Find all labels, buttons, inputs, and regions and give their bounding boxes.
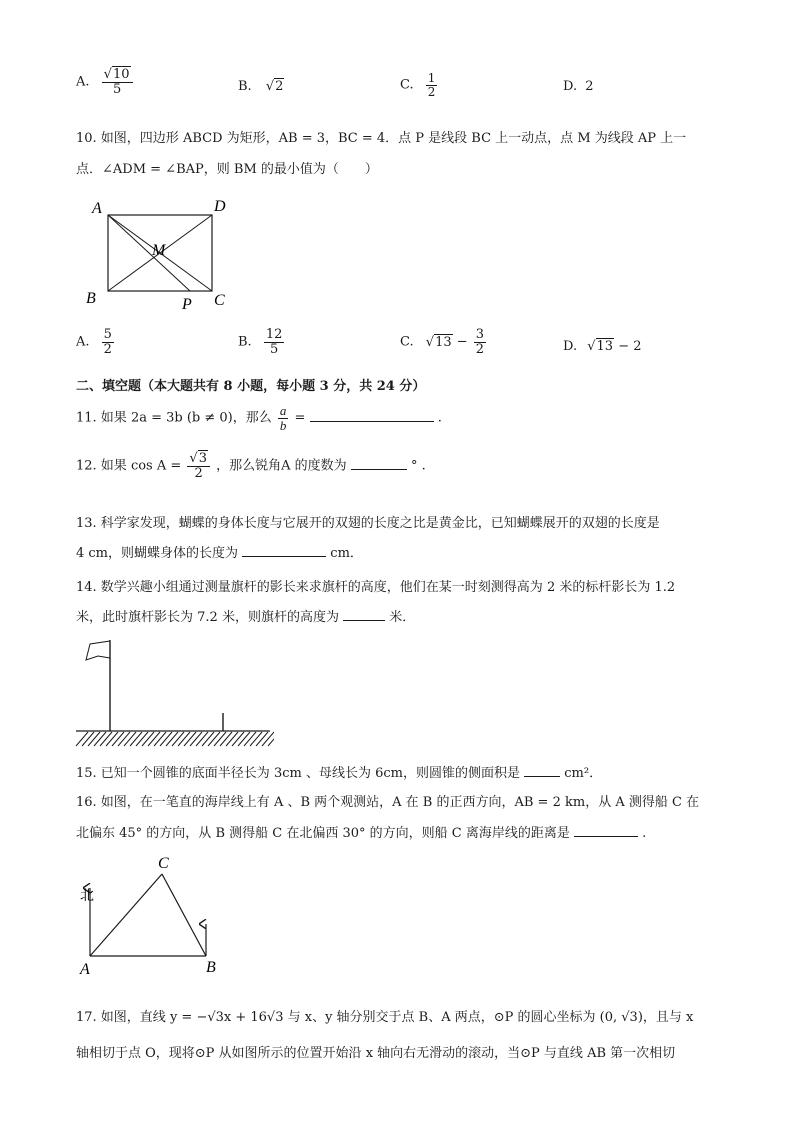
q14-flagpole-figure	[74, 632, 274, 750]
label-p: P	[182, 296, 192, 313]
hatch-line	[250, 732, 262, 746]
q17-line2: 轴相切于点 O，现将⊙P 从如图所示的位置开始沿 x 轴向右无滑动的滚动，当⊙P 与直线 AB 第一次相切	[76, 1046, 676, 1061]
q16-line1: 16. 如图，在一笔直的海岸线上有 A 、B 两个观测站，A 在 B 的正西方向，AB = 2 km，从 A 测得船 C 在	[76, 795, 700, 810]
hatch-line	[94, 732, 106, 746]
hatch-line	[148, 732, 160, 746]
hatch-line	[154, 732, 166, 746]
hatch-line	[226, 732, 238, 746]
hatch-line	[262, 732, 274, 746]
hatch-line	[118, 732, 130, 746]
q15-answer-blank[interactable]	[524, 764, 560, 777]
label-c: C	[214, 292, 225, 309]
q11: 11. 如果 2a = 3b (b ≠ 0)，那么 $\frac{a}{b}$ = .	[76, 403, 442, 433]
q9-option-c: C. $\frac{1}{2}$	[400, 71, 436, 99]
hatch-line	[178, 732, 190, 746]
q10-figure	[84, 193, 244, 315]
label-c: C	[158, 855, 169, 872]
label-m: M	[152, 242, 166, 259]
hatch-line	[220, 732, 232, 746]
hatch-line	[244, 732, 256, 746]
q14-line1: 14. 数学兴趣小组通过测量旗杆的影长来求旗杆的高度，他们在某一时刻测得高为 2 米的标杆影长为 1.2	[76, 580, 676, 595]
q9-c-numerator: 1	[427, 71, 436, 85]
label-b: B	[206, 959, 216, 976]
hatch-line	[268, 732, 274, 746]
hatch-line	[208, 732, 220, 746]
hatch-line	[76, 732, 88, 746]
q9-b-radicand: 2	[275, 79, 284, 94]
segment-ap	[108, 215, 190, 291]
q13-answer-blank[interactable]	[242, 544, 326, 557]
q16-figure	[70, 848, 230, 980]
segment-ac	[90, 874, 162, 956]
hatch-line	[88, 732, 100, 746]
hatch-line	[202, 732, 214, 746]
q9-option-a: A. $\frac{√10}{5}$	[76, 68, 135, 96]
q9-option-b: B. √2	[238, 79, 284, 94]
hatch-line	[184, 732, 196, 746]
hatch-line	[196, 732, 208, 746]
q10-option-b: B. $\frac{12}{5}$	[238, 327, 283, 357]
q12: 12. 如果 cos A = $\frac{√3}{2}$ ，那么锐角A 的度数为 ° .	[76, 451, 426, 481]
hatch-line	[172, 732, 184, 746]
hatch-line	[142, 732, 154, 746]
hatch-line	[130, 732, 142, 746]
q10-line1: 10. 如图，四边形 ABCD 为矩形，AB = 3，BC = 4．点 P 是线段 BC 上一动点，点 M 为线段 AP 上一	[76, 131, 687, 146]
q14-answer-blank[interactable]	[343, 608, 385, 621]
section-2-title: 二、填空题（本大题共有 8 小题，每小题 3 分，共 24 分）	[76, 379, 426, 394]
q13-line2: 4 cm，则蝴蝶身体的长度为 cm．	[76, 546, 363, 561]
hatch-line	[136, 732, 148, 746]
q16-answer-blank[interactable]	[574, 824, 638, 837]
hatch-line	[238, 732, 250, 746]
q17-line1: 17. 如图，直线 y = −√3x + 16√3 与 x、y 轴分别交于点 B、A 两点，⊙P 的圆心坐标为 (0, √3)，且与 x	[76, 1010, 694, 1025]
flag-icon	[86, 641, 110, 660]
segment-bc	[162, 874, 206, 956]
q9-c-denominator: 2	[427, 84, 436, 99]
label-north: 北	[80, 888, 94, 904]
hatch-line	[124, 732, 136, 746]
q15: 15. 已知一个圆锥的底面半径长为 3cm 、母线长为 6cm，则圆锥的侧面积是 cm²．	[76, 766, 603, 781]
hatch-line	[82, 732, 94, 746]
q16-line2: 北偏东 45° 的方向，从 B 测得船 C 在北偏西 30° 的方向，则船 C 离海岸线的距离是 .	[76, 826, 647, 841]
q10-option-c: C. √13 − $\frac{3}{2}$	[400, 327, 485, 357]
q11-answer-blank[interactable]	[310, 409, 434, 422]
q14-line2: 米，此时旗杆影长为 7.2 米，则旗杆的高度为 米．	[76, 610, 416, 625]
q9-a-denominator: 5	[112, 81, 122, 97]
q9-option-d: D. 2	[563, 79, 594, 94]
label-a: A	[80, 961, 90, 978]
hatch-line	[166, 732, 178, 746]
ground-hatching	[76, 732, 274, 746]
label-a: A	[92, 200, 102, 217]
hatch-line	[232, 732, 244, 746]
q13-line1: 13. 科学家发现，蝴蝶的身体长度与它展开的双翅的长度之比是黄金比，已知蝴蝶展开的双翅的长度是	[76, 516, 660, 531]
hatch-line	[100, 732, 112, 746]
q9-d-value: 2	[585, 79, 594, 94]
label-d: D	[214, 198, 226, 215]
hatch-line	[106, 732, 118, 746]
hatch-line	[214, 732, 226, 746]
q12-answer-blank[interactable]	[351, 457, 407, 470]
hatch-line	[190, 732, 202, 746]
q9-a-radicand: 10	[112, 67, 130, 82]
hatch-line	[112, 732, 124, 746]
hatch-line	[160, 732, 172, 746]
hatch-line	[256, 732, 268, 746]
q10-option-a: A. $\frac{5}{2}$	[76, 327, 112, 357]
q10-line2: 点．∠ADM = ∠BAP，则 BM 的最小值为（ ）	[76, 162, 378, 177]
q10-option-d: D. √13 − 2	[563, 339, 642, 354]
label-b: B	[86, 290, 96, 307]
